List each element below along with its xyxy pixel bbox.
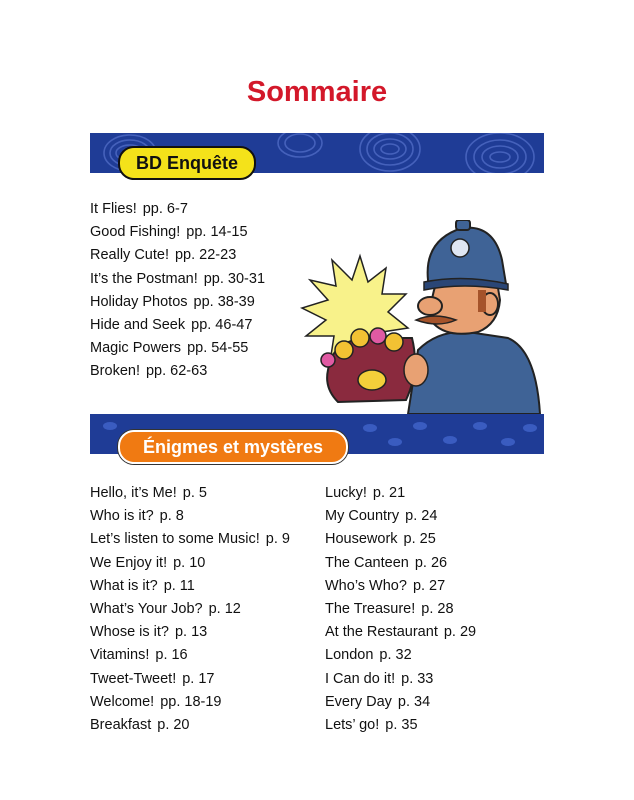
list-item: The Canteen p. 26 <box>325 554 448 571</box>
list-item: Lets’ go! p. 35 <box>325 717 418 734</box>
list-item: It Flies! pp. 6-7 <box>90 201 188 217</box>
list-item: What is it? p. 11 <box>90 577 195 594</box>
list-item: Who’s Who? p. 27 <box>325 577 446 594</box>
list-item: Broken! pp. 62-63 <box>90 363 208 380</box>
list-item: Who is it? p. 8 <box>90 508 184 525</box>
enigmes-list-left <box>90 482 290 737</box>
list-item: We Enjoy it! p. 10 <box>90 554 206 571</box>
section-heading-bd-enquete: BD Enquête <box>118 146 256 180</box>
list-item: Magic Powers pp. 54-55 <box>90 340 249 357</box>
list-item: Tweet-Tweet! p. 17 <box>90 670 215 687</box>
list-item: Whose is it? p. 13 <box>90 624 208 641</box>
list-item: What’s Your Job? p. 12 <box>90 601 241 618</box>
enigmes-list-right <box>325 482 476 737</box>
list-item: I Can do it! p. 33 <box>325 670 434 687</box>
list-item: Hide and Seek pp. 46-47 <box>90 317 253 334</box>
list-item: Hello, it’s Me! p. 5 <box>90 485 207 501</box>
list-item: It’s the Postman! pp. 30-31 <box>90 270 266 287</box>
list-item: Vitamins! p. 16 <box>90 647 188 664</box>
section-heading-enigmes: Énigmes et mystères <box>118 430 348 464</box>
list-item: Breakfast p. 20 <box>90 717 190 734</box>
list-item: The Treasure! p. 28 <box>325 601 454 618</box>
list-item: Good Fishing! pp. 14-15 <box>90 224 248 241</box>
list-item: Every Day p. 34 <box>325 693 431 710</box>
page-title: Sommaire <box>246 76 388 108</box>
list-item: Lucky! p. 21 <box>325 485 406 501</box>
list-item: Welcome! pp. 18-19 <box>90 693 222 710</box>
list-item: At the Restaurant p. 29 <box>325 624 477 641</box>
list-item: Holiday Photos pp. 38-39 <box>90 293 255 310</box>
bd-enquete-list <box>90 198 265 384</box>
list-item: Let’s listen to some Music! p. 9 <box>90 531 290 548</box>
list-item: London p. 32 <box>325 647 412 664</box>
list-item: Really Cute! pp. 22-23 <box>90 247 237 264</box>
policeman-illustration <box>288 220 544 414</box>
list-item: My Country p. 24 <box>325 508 438 525</box>
list-item: Housework p. 25 <box>325 531 436 548</box>
